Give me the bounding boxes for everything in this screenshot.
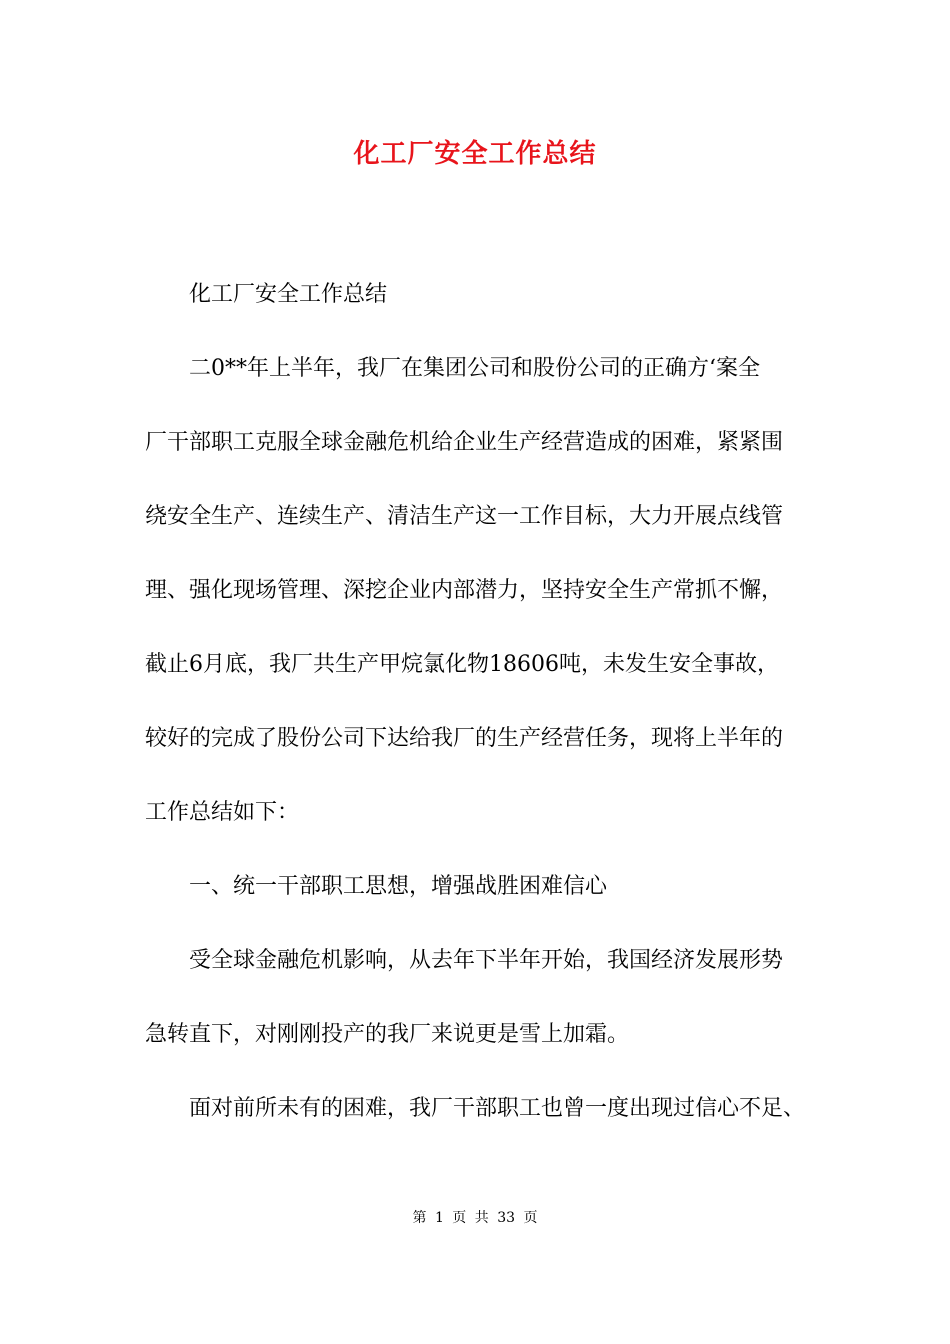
body-line: 绕安全生产、连续生产、清洁生产这一工作目标，大力开展点线管 xyxy=(145,504,784,529)
page-footer: 第 1 页 共 33 页 xyxy=(412,1210,538,1226)
body-line: 受全球金融危机影响，从去年下半年开始，我国经济发展形势 xyxy=(145,948,784,973)
body-line: 理、强化现场管理、深挖企业内部潜力，坚持安全生产常抓不懈， xyxy=(145,578,784,603)
body-line: 截止6月底，我厂共生产甲烷氯化物18606吨，未发生安全事故， xyxy=(145,652,779,677)
body-line: 面对前所未有的困难，我厂干部职工也曾一度出现过信心不足、 xyxy=(145,1096,806,1121)
body-line: 二0**年上半年，我厂在集团公司和股份公司的正确方‘案全 xyxy=(145,356,760,381)
body-line: 急转直下，对刚刚投产的我厂来说更是雪上加霜。 xyxy=(145,1022,630,1047)
body-line: 工作总结如下： xyxy=(145,800,300,825)
body-line: 较好的完成了股份公司下达给我厂的生产经营任务，现将上半年的 xyxy=(145,726,784,751)
body-line: 厂干部职工克服全球金融危机给企业生产经营造成的困难，紧紧围 xyxy=(145,430,784,455)
body-line: 化工厂安全工作总结 xyxy=(145,282,388,307)
document-title: 化工厂安全工作总结 xyxy=(353,139,597,169)
section-heading: 一、统一干部职工思想，增强战胜困难信心 xyxy=(145,874,608,899)
